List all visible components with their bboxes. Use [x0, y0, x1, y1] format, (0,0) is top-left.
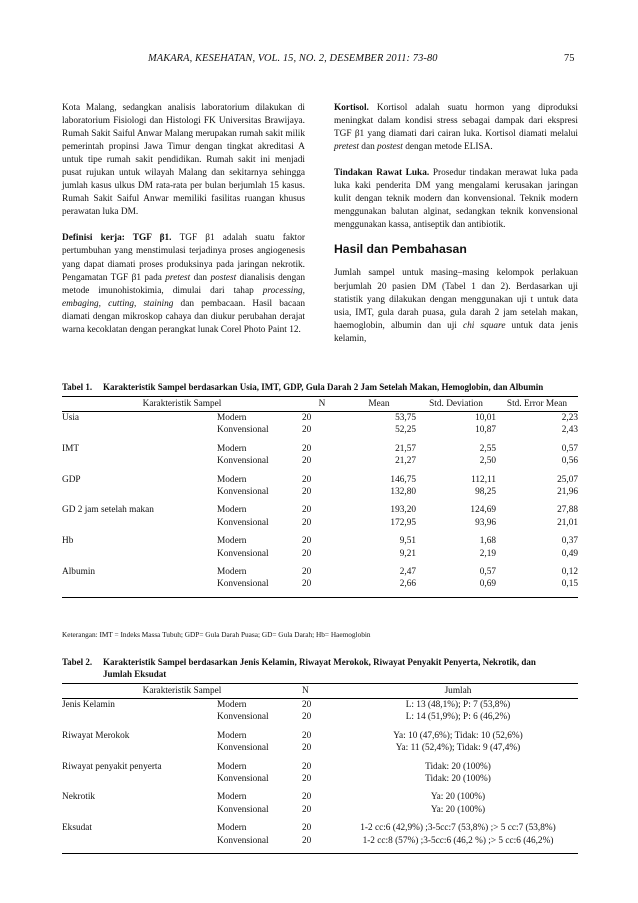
- table1-cell-se: 0,12: [561, 567, 578, 578]
- table1-cell-mean: 172,95: [390, 517, 416, 528]
- term-tgf: Definisi kerja: TGF β1.: [62, 233, 172, 244]
- table1-cell-n: 20: [302, 456, 312, 467]
- table2-header-n: N: [302, 684, 338, 699]
- table1-cell-char: Albumin: [62, 567, 96, 578]
- table2-cell-jumlah: L: 14 (51,9%); P: 6 (46,2%): [405, 712, 511, 723]
- table2-header-jumlah: Jumlah: [338, 684, 578, 699]
- table1-cell-n: 20: [302, 548, 312, 559]
- table2-cell-n: 20: [302, 792, 312, 803]
- table-row: [62, 791, 578, 803]
- table1: [62, 396, 578, 598]
- term-kortisol: Kortisol.: [334, 103, 369, 113]
- table-row: [62, 578, 578, 597]
- table1-cell-mean: 2,47: [399, 567, 416, 578]
- table-row: [62, 773, 578, 791]
- table2-cell-n: 20: [302, 700, 312, 710]
- table1-cell-n: 20: [302, 487, 312, 498]
- table1-cell-mean: 146,75: [390, 474, 416, 485]
- table1-cell-sd: 93,96: [475, 517, 496, 528]
- table1-header-char: Karakteristik Sampel: [62, 397, 302, 412]
- table1-cell-group: Konvensional: [217, 487, 269, 498]
- table1-header-mean: Mean: [342, 397, 416, 412]
- table1-cell-mean: 9,21: [399, 548, 416, 559]
- table1-cell-se: 21,96: [557, 487, 578, 498]
- table2-cell-group: Konvensional: [217, 774, 269, 785]
- right-paragraph-1: Kortisol. Kortisol adalah suatu hormon yang diproduksi meningkat dalam kondisi stress sebagai dampak dari ekspresi TGF β1 yang diamati dari cairan luka. Kortisol diamati melalui pretest dan postest dengan metode ELISA.: [334, 103, 578, 153]
- table1-cell-char: GD 2 jam setelah makan: [62, 505, 154, 516]
- table1-cell-sd: 112,11: [471, 474, 496, 485]
- table1-header-se: Std. Error Mean: [496, 397, 578, 412]
- left-paragraph-1: Kota Malang, sedangkan analisis laboratorium dilakukan di laboratorium Fisiologi dan Histologi FK Universitas Brawijaya. Rumah Sakit Saiful Anwar Malang merupakan rumah sakit milik pemerintah propinsi Jawa Timur dengan tingkat akreditasi A untuk tipe rumah sakit pendidikan. Rumah sakit ini menjadi pusat rujukan untuk wilayah Malang dan sekitarnya sehingga jumlah kasus ulkus DM rata-rata per bulan berjumlah 15 kasus. Rumah Sakit Saiful Anwar memiliki fasilitas ruangan khusus perawatan luka DM.: [62, 103, 305, 218]
- table1-cell-n: 20: [302, 413, 312, 423]
- table1-cell-char: Hb: [62, 536, 74, 547]
- table2-cell-group: Modern: [217, 792, 247, 803]
- table2-cell-group: Modern: [217, 700, 247, 710]
- table1-cell-group: Modern: [217, 536, 247, 547]
- table1-body: [62, 412, 578, 598]
- table2-cell-jumlah: Ya: 20 (100%): [430, 804, 486, 815]
- table1-cell-mean: 53,75: [395, 413, 416, 423]
- table1-cell-se: 2,43: [561, 425, 578, 436]
- table2-caption: Tabel 2. Karakteristik Sampel berdasarkan Jenis Kelamin, Riwayat Merokok, Riwayat Penyakit Penyerta, Nekrotik, dan Jumlah Eksudat: [62, 657, 536, 679]
- table1-cell-sd: 1,68: [479, 536, 496, 547]
- table1-cell-n: 20: [302, 578, 342, 597]
- table2-cell-group: Modern: [217, 761, 247, 772]
- table2-cell-jumlah: Ya: 11 (52,4%); Tidak: 9 (47,4%): [395, 743, 521, 754]
- table1-cell-group: Modern: [217, 413, 247, 423]
- table-row: [62, 535, 578, 547]
- table2-cell-jumlah: 1-2 cc:6 (42,9%) ;3-5cc:7 (53,8%) ;> 5 cc:7 (53,8%): [360, 823, 556, 834]
- table2-cell-group: Konvensional: [217, 743, 269, 754]
- table2-cell-n: 20: [302, 730, 312, 741]
- table1-cell-se: 0,57: [561, 443, 578, 454]
- table1-cell-sd: 98,25: [475, 487, 496, 498]
- table-row: [62, 474, 578, 486]
- table-row: [62, 822, 578, 834]
- table2-cell-jumlah: Tidak: 20 (100%): [425, 761, 491, 772]
- table1-cell-sd: 2,55: [479, 443, 496, 454]
- section-heading: Hasil dan Pembahasan: [334, 242, 467, 257]
- table1-cell-sd: 0,57: [479, 567, 496, 578]
- table-row: [62, 443, 578, 455]
- right-paragraph-2: Tindakan Rawat Luka. Prosedur tindakan merawat luka pada luka kaki penderita DM yang mengalami kerusakan jaringan kulit dengan teknik modern dan konvensional. Teknik modern menggunakan balutan alginat, sedangkan teknik konvensional menggunakan kassa, antiseptik dan antibiotik.: [334, 168, 578, 231]
- table-row: [62, 504, 578, 516]
- table2-cell-group: Modern: [217, 730, 247, 741]
- table2-cell-n: 20: [302, 774, 312, 785]
- table1-cell-sd: 0,69: [416, 578, 496, 597]
- table-row: [62, 455, 578, 473]
- table1-cell-group: Modern: [217, 567, 247, 578]
- table1-cell-se: 0,15: [496, 578, 578, 597]
- table2-cell-n: 20: [302, 823, 312, 834]
- table1-cell-n: 20: [302, 443, 312, 454]
- table1-header-n: N: [302, 397, 342, 412]
- table1-cell-n: 20: [302, 536, 312, 547]
- table1-cell-group: Konvensional: [217, 425, 269, 436]
- table1-cell-n: 20: [302, 425, 312, 436]
- table2-cell-jumlah: Ya: 10 (47,6%); Tidak: 10 (52,6%): [393, 730, 523, 741]
- table1-label: Tabel 1.: [62, 382, 93, 392]
- table1-cell-group: Konvensional: [217, 578, 302, 597]
- right-column: [334, 102, 578, 346]
- table2-header-char: Karakteristik Sampel: [62, 684, 302, 699]
- table2-cell-char: Riwayat penyakit penyerta: [62, 761, 162, 772]
- table2-cell-char: Nekrotik: [62, 792, 96, 803]
- table1-cell-group: Konvensional: [217, 517, 269, 528]
- table1-cell-n: 20: [302, 474, 312, 485]
- table2-cell-group: Konvensional: [217, 835, 302, 854]
- table1-header-row: [62, 397, 578, 412]
- table1-cell-se: 0,56: [561, 456, 578, 467]
- table1-cell-char: [62, 424, 217, 442]
- table1-cell-se: 0,49: [561, 548, 578, 559]
- table1-caption: Tabel 1. Karakteristik Sampel berdasarkan Usia, IMT, GDP, Gula Darah 2 Jam Setelah Makan, Hemoglobin, dan Albumin: [62, 382, 544, 392]
- table-row: [62, 711, 578, 729]
- table1-cell-group: Modern: [217, 443, 247, 454]
- table1-cell-sd: 2,19: [479, 548, 496, 559]
- table1-cell-sd: 10,87: [475, 425, 496, 436]
- table1-cell-char: [62, 486, 217, 504]
- table1-cell-se: 21,01: [557, 517, 578, 528]
- table1-cell-mean: 2,66: [342, 578, 416, 597]
- table1-cell-group: Modern: [217, 505, 247, 516]
- table-row: [62, 730, 578, 742]
- table2-cell-char: [62, 742, 217, 760]
- table1-cell-sd: 10,01: [475, 413, 496, 423]
- table1-cell-char: [62, 455, 217, 473]
- table2-cell-char: Eksudat: [62, 823, 92, 834]
- table1-cell-mean: 52,25: [395, 425, 416, 436]
- table1-cell-group: Konvensional: [217, 456, 269, 467]
- table1-cell-char: GDP: [62, 474, 81, 485]
- table1-cell-char: [62, 517, 217, 535]
- table-row: [62, 742, 578, 760]
- table-row: [62, 699, 578, 712]
- table-row: [62, 835, 578, 854]
- table1-cell-char: IMT: [62, 443, 80, 454]
- table1-cell-char: [62, 578, 217, 597]
- table2-cell-group: Konvensional: [217, 712, 269, 723]
- table2-header-row: [62, 684, 578, 699]
- table1-note: Keterangan: IMT = Indeks Massa Tubuh; GDP= Gula Darah Puasa; GD= Gula Darah; Hb= Haemoglobin: [62, 630, 371, 639]
- table2-cell-char: [62, 711, 217, 729]
- table1-cell-se: 25,07: [557, 474, 578, 485]
- table1-cell-group: Modern: [217, 474, 247, 485]
- table1-cell-mean: 21,57: [395, 443, 416, 454]
- table-row: [62, 424, 578, 442]
- table2-cell-char: Jenis Kelamin: [62, 700, 115, 710]
- left-paragraph-2: Definisi kerja: TGF β1. TGF β1 adalah suatu faktor pertumbuhan yang menstimulasi terjadinya proses angiogenesis yang dapat diamati proses produksinya pada jaringan nekrotik. Pengamatan TGF β1 pada pretest dan postest dianalisis dengan metode imunohistokimia, dimulai dari tahap processing, embaging, cutting, staining dan pembacaan. Hasil bacaan diamati dengan mikroskop cahaya dan diukur perubahan derajat warna kecoklatan dengan perangkat lunak Corel Photo Paint 12.: [62, 233, 305, 335]
- table2-cell-n: 20: [302, 712, 312, 723]
- table1-cell-mean: 21,27: [395, 456, 416, 467]
- table2-cell-char: [62, 835, 217, 854]
- right-paragraph-3: Jumlah sampel untuk masing–masing kelompok perlakuan berjumlah 20 pasien DM (Tabel 1 dan 2). Berdasarkan uji statistik yang dilakukan dengan menggunakan uji t untuk data usia, IMT, gula darah puasa, gula darah 2 jam setelah makan, haemoglobin, albumin dan uji chi square untuk data jenis kelamin,: [334, 268, 578, 344]
- table-row: [62, 548, 578, 566]
- table2-body: [62, 699, 578, 854]
- table-row: [62, 566, 578, 578]
- table-row: [62, 412, 578, 425]
- table1-cell-mean: 9,51: [399, 536, 416, 547]
- table1-cell-mean: 132,80: [390, 487, 416, 498]
- table1-cell-char: Usia: [62, 413, 80, 423]
- table2-cell-n: 20: [302, 743, 312, 754]
- table-row: [62, 761, 578, 773]
- table2-cell-n: 20: [302, 835, 338, 854]
- table1-cell-mean: 193,20: [390, 505, 416, 516]
- table2-cell-n: 20: [302, 761, 312, 772]
- table2-cell-jumlah: Ya: 20 (100%): [430, 792, 486, 803]
- table-row: [62, 804, 578, 822]
- table2-cell-n: 20: [302, 804, 312, 815]
- left-column: [62, 102, 305, 337]
- table2-cell-char: [62, 804, 217, 822]
- table1-cell-se: 0,37: [561, 536, 578, 547]
- table1-cell-group: Konvensional: [217, 548, 269, 559]
- table2-cell-jumlah: L: 13 (48,1%); P: 7 (53,8%): [405, 700, 511, 710]
- table1-cell-n: 20: [302, 505, 312, 516]
- table-row: [62, 517, 578, 535]
- table1-cell-char: [62, 548, 217, 566]
- table2-cell-jumlah: Tidak: 20 (100%): [425, 774, 491, 785]
- table1-cell-sd: 2,50: [479, 456, 496, 467]
- table1-cell-n: 20: [302, 567, 312, 578]
- table2: [62, 683, 578, 854]
- running-head: MAKARA, KESEHATAN, VOL. 15, NO. 2, DESEMBER 2011: 73-80: [148, 53, 438, 64]
- table2-cell-group: Modern: [217, 823, 247, 834]
- table2-cell-jumlah: 1-2 cc:8 (57%) ;3-5cc:6 (46,2 %) ;> 5 cc:6 (46,2%): [338, 835, 578, 854]
- table2-cell-group: Konvensional: [217, 804, 269, 815]
- table1-cell-se: 2,23: [561, 413, 578, 423]
- table2-label: Tabel 2.: [62, 657, 93, 667]
- table1-cell-se: 27,88: [557, 505, 578, 516]
- table1-cell-sd: 124,69: [470, 505, 496, 516]
- table2-cell-char: [62, 773, 217, 791]
- term-rawat-luka: Tindakan Rawat Luka.: [334, 168, 430, 179]
- page-number: 75: [564, 53, 575, 64]
- table1-cell-n: 20: [302, 517, 312, 528]
- table1-header-sd: Std. Deviation: [416, 397, 496, 412]
- table-row: [62, 486, 578, 504]
- table2-cell-char: Riwayat Merokok: [62, 730, 130, 741]
